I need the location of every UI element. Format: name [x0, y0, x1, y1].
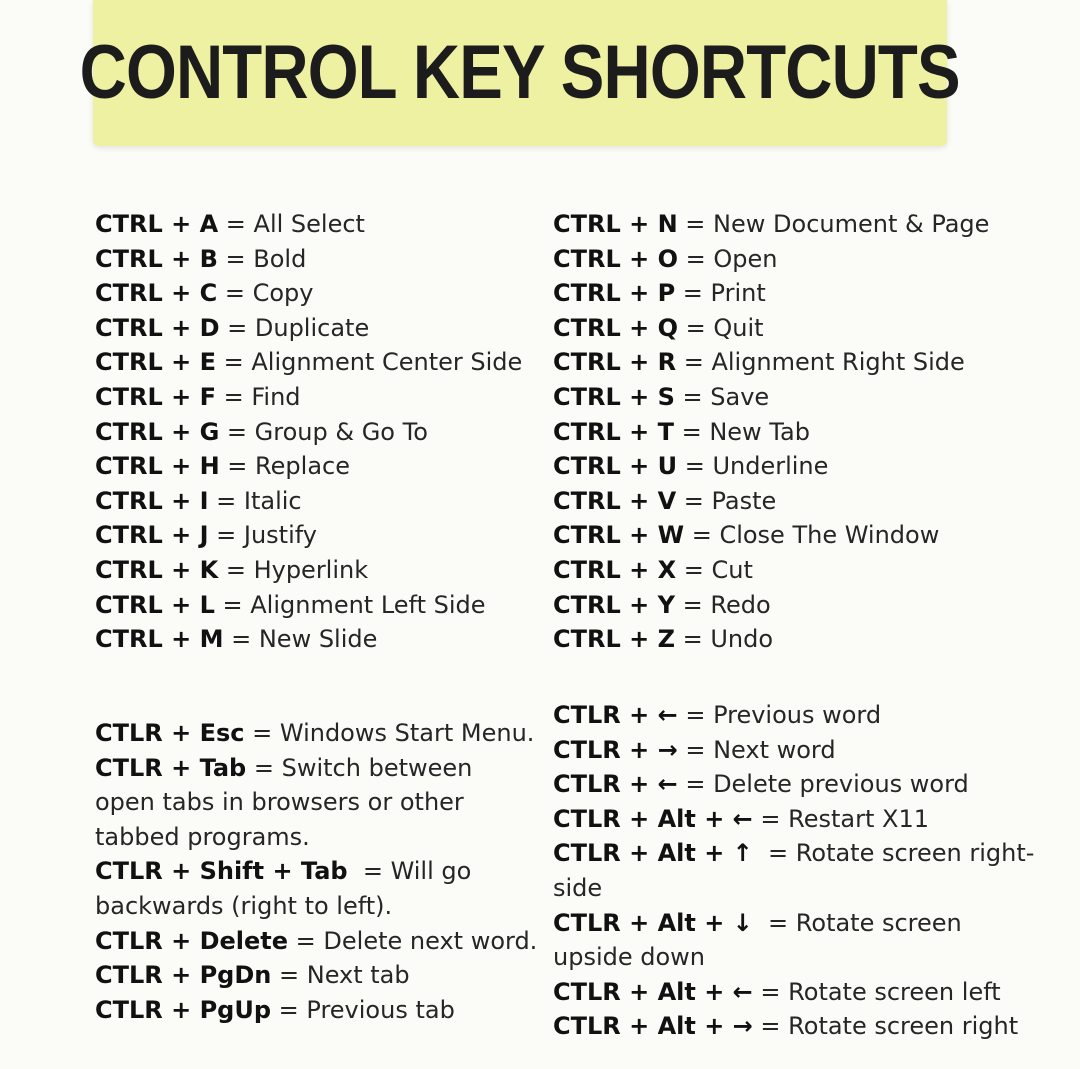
shortcut-key: CTRL + F	[95, 383, 216, 411]
shortcut-key: CTRL + W	[553, 521, 685, 550]
shortcut-key: CTRL + T	[553, 417, 674, 446]
shortcut-line	[553, 449, 828, 483]
shortcut-key: CTRL + M	[95, 625, 224, 654]
shortcut-description: Bold	[253, 244, 307, 273]
shortcut-key: CTRL + V	[553, 486, 677, 515]
equals-separator: =	[244, 719, 280, 747]
equals-separator: =	[677, 735, 714, 764]
shortcut-line	[95, 751, 472, 785]
shortcut-line	[553, 242, 777, 276]
shortcut-line	[95, 207, 365, 241]
shortcut-key: CTLR + Shift + Tab	[95, 857, 348, 886]
equals-separator: =	[208, 521, 244, 550]
shortcut-description: Rotate screen right-	[795, 839, 1035, 868]
shortcut-line	[553, 1009, 1018, 1043]
shortcut-line	[95, 242, 306, 276]
shortcut-line	[95, 785, 464, 819]
shortcut-line	[95, 924, 537, 958]
shortcut-description: All Select	[253, 210, 365, 238]
shortcut-description: Restart X11	[788, 804, 930, 833]
shortcut-key: CTRL + K	[95, 556, 219, 584]
shortcut-line	[553, 940, 705, 974]
equals-separator: =	[674, 590, 711, 619]
shortcut-key: CTRL + X	[553, 556, 677, 584]
shortcut-description: Delete next word.	[323, 926, 538, 955]
shortcut-key: CTRL + J	[95, 521, 209, 550]
shortcut-key: CTRL + S	[553, 383, 675, 411]
shortcut-description: Previous word	[713, 701, 882, 729]
shortcut-line	[553, 311, 764, 345]
shortcut-key: CTLR + Alt + ↓	[553, 908, 753, 937]
equals-separator: =	[677, 313, 714, 342]
shortcut-line	[553, 484, 776, 518]
equals-separator: =	[217, 244, 254, 273]
shortcut-key: CTLR + ←	[553, 701, 678, 729]
equals-separator: =	[674, 383, 711, 411]
shortcut-key: CTLR + Alt + ←	[553, 977, 753, 1006]
shortcut-key: CTRL + N	[553, 210, 678, 238]
shortcut-line	[95, 518, 317, 552]
shortcut-description: Print	[710, 279, 766, 308]
title-banner	[79, 0, 961, 146]
shortcut-key: CTLR + PgUp	[95, 995, 272, 1024]
shortcut-key: CTLR + ←	[553, 770, 678, 799]
shortcut-line	[553, 518, 939, 552]
equals-separator: =	[223, 625, 259, 654]
shortcut-key: CTRL + I	[95, 486, 209, 515]
shortcut-description: Open	[713, 244, 778, 273]
shortcut-key: CTRL + A	[95, 210, 219, 238]
shortcut-description: Close The Window	[719, 521, 940, 550]
shortcut-line	[553, 871, 602, 905]
shortcut-key: CTRL + Q	[553, 313, 678, 342]
shortcut-description: Underline	[712, 452, 829, 481]
equals-separator: =	[752, 908, 796, 937]
shortcut-key: CTRL + Z	[553, 625, 675, 654]
equals-separator: =	[677, 701, 714, 729]
shortcut-description: Rotate screen	[795, 908, 962, 937]
equals-separator: =	[677, 770, 714, 799]
shortcut-line	[95, 588, 486, 622]
shortcut-description: side	[553, 874, 603, 902]
shortcut-line	[553, 588, 771, 622]
shortcut-line	[95, 449, 350, 483]
shortcut-line	[95, 345, 522, 379]
shortcut-description: Replace	[255, 452, 350, 481]
shortcut-description: Next tab	[306, 961, 410, 990]
equals-separator: =	[677, 452, 713, 481]
shortcut-description: tabbed programs.	[95, 822, 310, 851]
shortcut-line	[95, 889, 392, 923]
shortcut-key: CTRL + U	[553, 452, 678, 481]
shortcut-description: open tabs in browsers or other	[95, 788, 464, 817]
equals-separator: =	[218, 210, 254, 238]
equals-separator: =	[219, 452, 256, 481]
equals-separator: =	[214, 590, 251, 619]
equals-separator: =	[752, 839, 796, 868]
shortcut-line	[95, 380, 301, 414]
shortcut-line	[553, 622, 773, 656]
equals-separator: =	[673, 417, 710, 446]
equals-separator: =	[684, 521, 720, 550]
shortcut-key: CTRL + O	[553, 244, 678, 273]
shortcut-key: CTLR + →	[553, 735, 678, 764]
shortcut-description: Delete previous word	[713, 770, 969, 799]
shortcut-line	[553, 553, 753, 587]
shortcut-description: Switch between	[281, 753, 473, 782]
shortcut-description: backwards (right to left).	[95, 892, 393, 920]
shortcut-line	[95, 716, 534, 750]
shortcut-description: Save	[710, 383, 770, 411]
equals-separator: =	[676, 486, 712, 515]
shortcut-line	[553, 975, 1001, 1009]
shortcut-description: upside down	[553, 943, 706, 972]
shortcut-description: New Document & Page	[713, 210, 990, 238]
shortcut-key: CTRL + G	[95, 417, 220, 446]
shortcut-key: CTRL + R	[553, 348, 677, 377]
shortcut-line	[95, 415, 428, 449]
shortcut-description: Paste	[711, 486, 777, 515]
shortcut-line	[95, 484, 302, 518]
shortcut-key: CTRL + L	[95, 590, 215, 619]
shortcut-line	[553, 836, 1034, 870]
shortcut-description: Windows Start Menu.	[279, 719, 535, 747]
shortcut-key: CTLR + Alt + ←	[553, 804, 753, 833]
shortcut-key: CTRL + H	[95, 452, 220, 481]
equals-separator: =	[215, 383, 252, 411]
page-title: CONTROL KEY SHORTCUTS	[79, 30, 961, 115]
shortcut-line	[553, 906, 962, 940]
shortcut-line	[95, 622, 377, 656]
shortcut-description: Italic	[243, 486, 302, 515]
shortcut-description: New Tab	[709, 417, 810, 446]
shortcut-description: Find	[251, 383, 301, 411]
shortcut-description: Cut	[711, 556, 753, 584]
shortcut-line	[553, 698, 881, 732]
shortcut-line	[95, 311, 369, 345]
shortcut-description: Quit	[713, 313, 764, 342]
equals-separator: =	[752, 804, 789, 833]
shortcut-description: Next word	[713, 735, 836, 764]
equals-separator: =	[676, 348, 712, 377]
shortcut-description: Duplicate	[254, 313, 370, 342]
shortcut-line	[553, 767, 969, 801]
shortcut-description: Alignment Left Side	[250, 590, 486, 619]
equals-separator: =	[752, 1012, 789, 1041]
shortcut-description: Copy	[252, 279, 314, 308]
shortcut-line	[95, 993, 455, 1027]
equals-separator: =	[218, 556, 254, 584]
shortcut-description: Hyperlink	[253, 556, 369, 584]
shortcut-description: Undo	[710, 625, 774, 654]
shortcut-description: Group & Go To	[254, 417, 428, 446]
shortcut-key: CTRL + D	[95, 313, 220, 342]
equals-separator: =	[217, 279, 253, 308]
shortcut-line	[553, 415, 810, 449]
shortcut-key: CTRL + C	[95, 279, 218, 308]
shortcut-line	[553, 276, 766, 310]
shortcut-line	[95, 958, 410, 992]
shortcut-description: New Slide	[258, 625, 378, 654]
equals-separator: =	[288, 926, 324, 955]
shortcut-key: CTLR + Alt + →	[553, 1012, 753, 1041]
equals-separator: =	[675, 279, 711, 308]
equals-separator: =	[219, 313, 255, 342]
shortcut-description: Alignment Right Side	[711, 348, 965, 377]
shortcut-key: CTRL + B	[95, 244, 218, 273]
equals-separator: =	[347, 857, 391, 886]
shortcut-key: CTLR + Esc	[95, 719, 245, 747]
shortcut-line	[95, 854, 471, 888]
shortcut-key: CTLR + Delete	[95, 926, 289, 955]
shortcut-key: CTLR + PgDn	[95, 961, 272, 990]
shortcut-line	[95, 276, 313, 310]
shortcut-line	[553, 345, 965, 379]
equals-separator: =	[271, 961, 307, 990]
shortcut-key: CTRL + P	[553, 279, 676, 308]
equals-separator: =	[677, 210, 714, 238]
shortcut-line	[95, 820, 310, 854]
shortcut-description: Rotate screen right	[788, 1012, 1019, 1041]
shortcut-line	[553, 802, 929, 836]
equals-separator: =	[674, 625, 711, 654]
shortcut-line	[95, 553, 368, 587]
shortcut-line	[553, 207, 989, 241]
shortcut-description: Previous tab	[306, 995, 455, 1024]
equals-separator: =	[752, 977, 789, 1006]
equals-separator: =	[677, 244, 714, 273]
equals-separator: =	[246, 753, 282, 782]
equals-separator: =	[215, 348, 252, 377]
shortcut-key: CTLR + Alt + ↑	[553, 839, 753, 868]
shortcut-key: CTLR + Tab	[95, 753, 247, 782]
shortcut-description: Rotate screen left	[788, 977, 1001, 1006]
shortcut-description: Redo	[710, 590, 771, 619]
shortcut-key: CTRL + E	[95, 348, 216, 377]
shortcut-key: CTRL + Y	[553, 590, 675, 619]
equals-separator: =	[676, 556, 712, 584]
shortcut-description: Will go	[390, 857, 472, 886]
equals-separator: =	[208, 486, 244, 515]
shortcut-description: Alignment Center Side	[251, 348, 523, 377]
shortcut-line	[553, 733, 836, 767]
shortcut-description: Justify	[243, 521, 317, 550]
shortcut-line	[553, 380, 769, 414]
equals-separator: =	[271, 995, 307, 1024]
equals-separator: =	[219, 417, 255, 446]
